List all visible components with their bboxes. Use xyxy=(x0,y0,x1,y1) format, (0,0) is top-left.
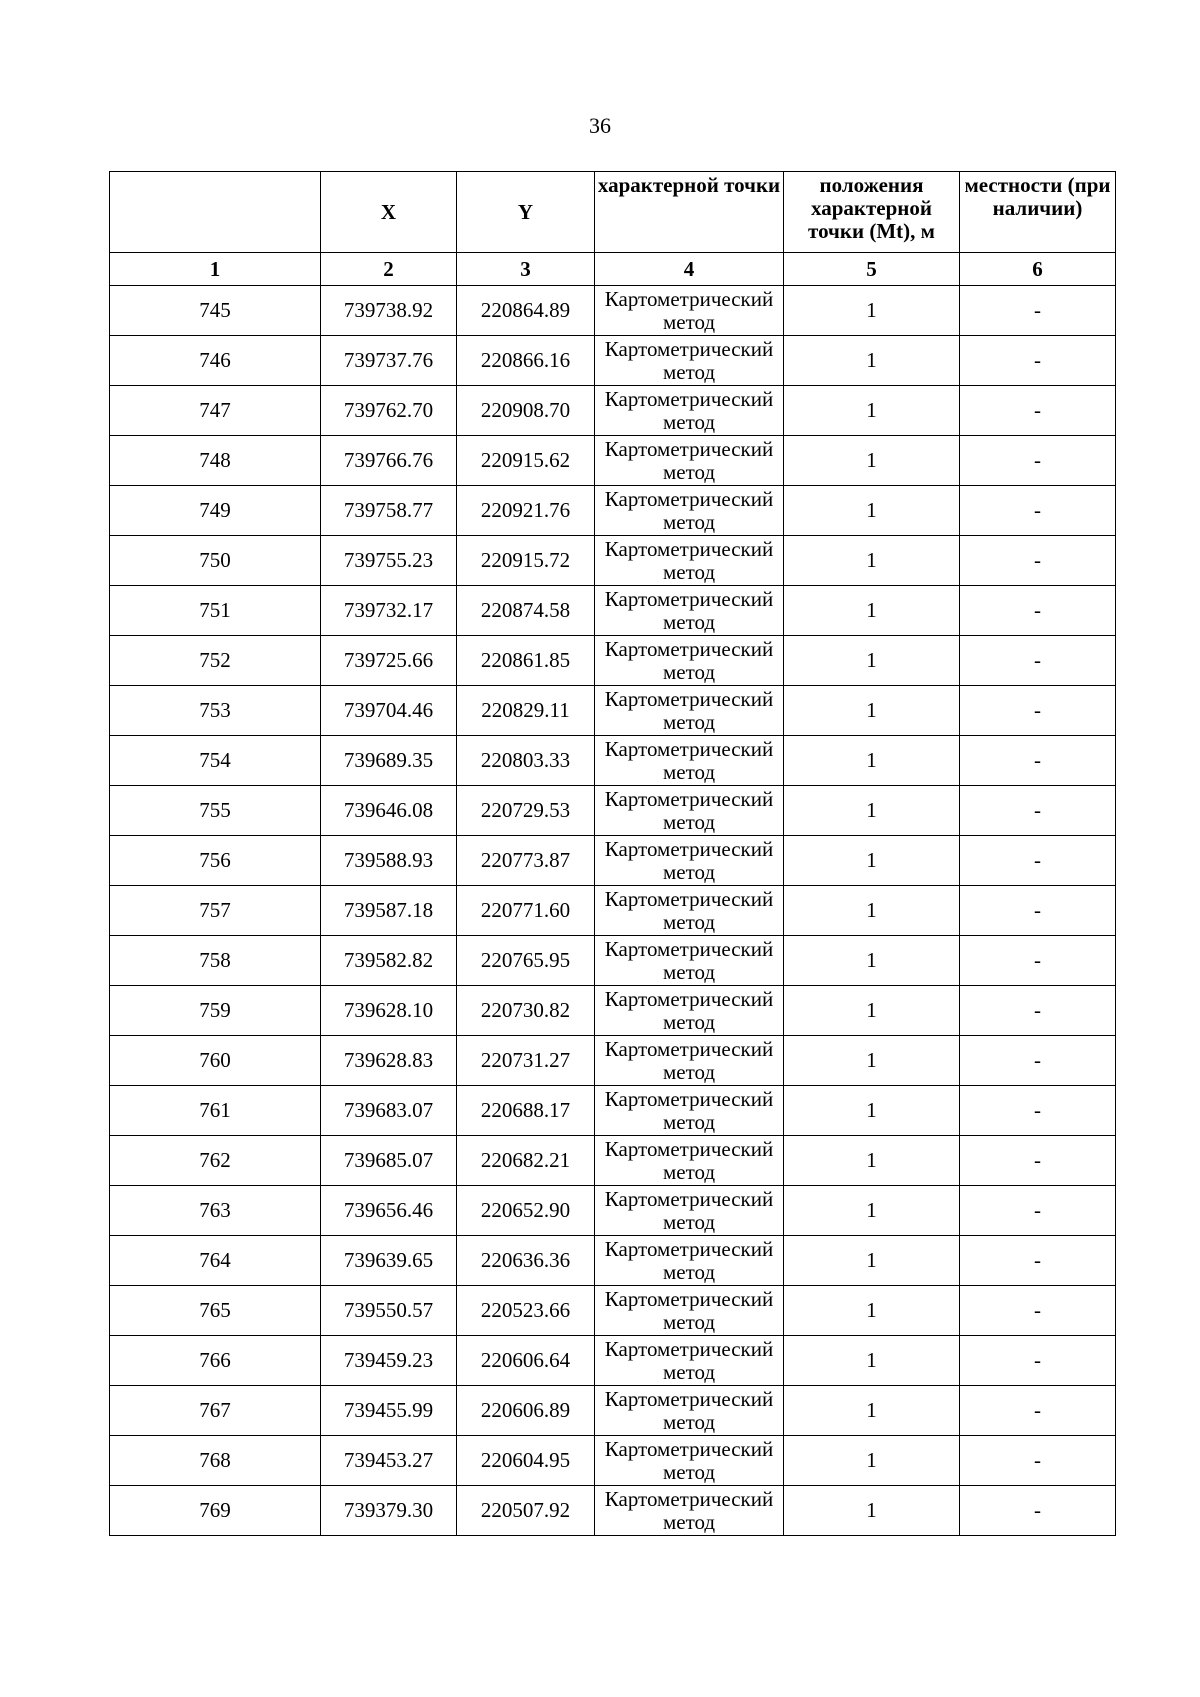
method-cell xyxy=(595,336,784,386)
header-method: характерной точки xyxy=(595,172,784,253)
method-cell xyxy=(595,1436,784,1486)
x-coordinate-cell: 739550.57 xyxy=(321,1286,457,1336)
y-coordinate-cell: 220606.89 xyxy=(457,1386,595,1436)
method-line-1: Картометрический xyxy=(604,586,774,611)
description-cell: - xyxy=(960,1436,1116,1486)
method-line-1: Картометрический xyxy=(604,986,774,1011)
accuracy-cell: 1 xyxy=(784,436,960,486)
method-line-2: метод xyxy=(662,809,716,834)
point-number-cell: 748 xyxy=(110,436,321,486)
x-coordinate-cell: 739628.83 xyxy=(321,1036,457,1086)
method-cell xyxy=(595,1386,784,1436)
table-row xyxy=(110,1436,1116,1486)
method-line-1: Картометрический xyxy=(604,386,774,411)
y-coordinate-cell: 220915.62 xyxy=(457,436,595,486)
point-number-cell: 747 xyxy=(110,386,321,436)
method-cell xyxy=(595,1136,784,1186)
method-line-1: Картометрический xyxy=(604,936,774,961)
table-row xyxy=(110,286,1116,336)
x-coordinate-cell: 739459.23 xyxy=(321,1336,457,1386)
table-body xyxy=(110,286,1116,1536)
method-line-1: Картометрический xyxy=(604,536,774,561)
point-number-cell: 745 xyxy=(110,286,321,336)
method-line-2: метод xyxy=(662,1109,716,1134)
x-coordinate-cell: 739758.77 xyxy=(321,486,457,536)
point-number-cell: 758 xyxy=(110,936,321,986)
method-line-1: Картометрический xyxy=(604,1136,774,1161)
column-number: 2 xyxy=(321,253,457,286)
accuracy-cell: 1 xyxy=(784,636,960,686)
x-coordinate-cell: 739683.07 xyxy=(321,1086,457,1136)
table-header-row xyxy=(110,172,1116,253)
description-cell: - xyxy=(960,1386,1116,1436)
page-number: 36 xyxy=(589,113,611,138)
column-number: 4 xyxy=(595,253,784,286)
column-number: 6 xyxy=(960,253,1116,286)
y-coordinate-cell: 220829.11 xyxy=(457,686,595,736)
method-cell xyxy=(595,586,784,636)
x-coordinate-cell: 739685.07 xyxy=(321,1136,457,1186)
method-line-1: Картометрический xyxy=(604,886,774,911)
header-y: Y xyxy=(457,172,595,253)
y-coordinate-cell: 220861.85 xyxy=(457,636,595,686)
method-line-2: метод xyxy=(662,409,716,434)
accuracy-cell: 1 xyxy=(784,936,960,986)
accuracy-cell: 1 xyxy=(784,686,960,736)
table-row xyxy=(110,986,1116,1036)
table-row xyxy=(110,386,1116,436)
method-line-1: Картометрический xyxy=(604,1186,774,1211)
accuracy-cell: 1 xyxy=(784,286,960,336)
accuracy-cell: 1 xyxy=(784,536,960,586)
description-cell: - xyxy=(960,586,1116,636)
y-coordinate-cell: 220765.95 xyxy=(457,936,595,986)
y-coordinate-cell: 220908.70 xyxy=(457,386,595,436)
method-line-1: Картометрический xyxy=(604,1286,774,1311)
method-line-1: Картометрический xyxy=(604,1436,774,1461)
description-cell: - xyxy=(960,786,1116,836)
method-line-2: метод xyxy=(662,459,716,484)
x-coordinate-cell: 739766.76 xyxy=(321,436,457,486)
accuracy-cell: 1 xyxy=(784,836,960,886)
accuracy-cell: 1 xyxy=(784,1086,960,1136)
method-line-2: метод xyxy=(662,509,716,534)
method-line-1: Картометрический xyxy=(604,836,774,861)
method-line-2: метод xyxy=(662,309,716,334)
y-coordinate-cell: 220921.76 xyxy=(457,486,595,536)
table-row xyxy=(110,836,1116,886)
point-number-cell: 768 xyxy=(110,1436,321,1486)
method-cell xyxy=(595,1036,784,1086)
method-line-2: метод xyxy=(662,1009,716,1034)
method-cell xyxy=(595,1486,784,1536)
method-cell xyxy=(595,1186,784,1236)
x-coordinate-cell: 739453.27 xyxy=(321,1436,457,1486)
description-cell: - xyxy=(960,1136,1116,1186)
table-row xyxy=(110,736,1116,786)
accuracy-cell: 1 xyxy=(784,886,960,936)
method-line-1: Картометрический xyxy=(604,636,774,661)
description-cell: - xyxy=(960,286,1116,336)
method-cell xyxy=(595,636,784,686)
table-row xyxy=(110,636,1116,686)
point-number-cell: 756 xyxy=(110,836,321,886)
x-coordinate-cell: 739588.93 xyxy=(321,836,457,886)
method-line-2: метод xyxy=(662,1359,716,1384)
table-row xyxy=(110,786,1116,836)
table-row xyxy=(110,1186,1116,1236)
x-coordinate-cell: 739737.76 xyxy=(321,336,457,386)
y-coordinate-cell: 220652.90 xyxy=(457,1186,595,1236)
method-line-1: Картометрический xyxy=(604,1086,774,1111)
header-x: X xyxy=(321,172,457,253)
point-number-cell: 764 xyxy=(110,1236,321,1286)
table-row xyxy=(110,1486,1116,1536)
column-number: 1 xyxy=(110,253,321,286)
accuracy-cell: 1 xyxy=(784,1436,960,1486)
x-coordinate-cell: 739628.10 xyxy=(321,986,457,1036)
description-cell: - xyxy=(960,636,1116,686)
y-coordinate-cell: 220771.60 xyxy=(457,886,595,936)
method-line-2: метод xyxy=(662,1509,716,1534)
point-number-cell: 759 xyxy=(110,986,321,1036)
method-line-2: метод xyxy=(662,709,716,734)
table-row xyxy=(110,486,1116,536)
point-number-cell: 766 xyxy=(110,1336,321,1386)
accuracy-cell: 1 xyxy=(784,1386,960,1436)
y-coordinate-cell: 220729.53 xyxy=(457,786,595,836)
accuracy-cell: 1 xyxy=(784,336,960,386)
x-coordinate-cell: 739755.23 xyxy=(321,536,457,586)
method-line-2: метод xyxy=(662,609,716,634)
accuracy-cell: 1 xyxy=(784,736,960,786)
coordinates-table xyxy=(109,171,1116,1536)
point-number-cell: 752 xyxy=(110,636,321,686)
method-cell xyxy=(595,736,784,786)
table-row xyxy=(110,1236,1116,1286)
accuracy-cell: 1 xyxy=(784,1336,960,1386)
method-line-1: Картометрический xyxy=(604,486,774,511)
accuracy-cell: 1 xyxy=(784,1186,960,1236)
x-coordinate-cell: 739587.18 xyxy=(321,886,457,936)
table-row xyxy=(110,886,1116,936)
y-coordinate-cell: 220864.89 xyxy=(457,286,595,336)
description-cell: - xyxy=(960,1336,1116,1386)
method-line-1: Картометрический xyxy=(604,1336,774,1361)
y-coordinate-cell: 220606.64 xyxy=(457,1336,595,1386)
description-cell: - xyxy=(960,686,1116,736)
method-cell xyxy=(595,1086,784,1136)
table-row xyxy=(110,686,1116,736)
method-cell xyxy=(595,436,784,486)
description-cell: - xyxy=(960,1286,1116,1336)
method-cell xyxy=(595,886,784,936)
table-row xyxy=(110,336,1116,386)
table-row xyxy=(110,586,1116,636)
x-coordinate-cell: 739582.82 xyxy=(321,936,457,986)
method-line-2: метод xyxy=(662,1409,716,1434)
accuracy-cell: 1 xyxy=(784,1136,960,1186)
x-coordinate-cell: 739639.65 xyxy=(321,1236,457,1286)
accuracy-cell: 1 xyxy=(784,1036,960,1086)
description-cell: - xyxy=(960,836,1116,886)
table-row xyxy=(110,1286,1116,1336)
y-coordinate-cell: 220688.17 xyxy=(457,1086,595,1136)
y-coordinate-cell: 220636.36 xyxy=(457,1236,595,1286)
x-coordinate-cell: 739689.35 xyxy=(321,736,457,786)
description-cell: - xyxy=(960,886,1116,936)
method-line-2: метод xyxy=(662,959,716,984)
method-cell xyxy=(595,986,784,1036)
header-description: местности (при наличии) xyxy=(960,172,1116,253)
method-line-2: метод xyxy=(662,1309,716,1334)
method-line-2: метод xyxy=(662,759,716,784)
accuracy-cell: 1 xyxy=(784,1236,960,1286)
table-row xyxy=(110,1036,1116,1086)
method-line-1: Картометрический xyxy=(604,336,774,361)
y-coordinate-cell: 220915.72 xyxy=(457,536,595,586)
accuracy-cell: 1 xyxy=(784,986,960,1036)
accuracy-cell: 1 xyxy=(784,386,960,436)
point-number-cell: 754 xyxy=(110,736,321,786)
method-cell xyxy=(595,486,784,536)
y-coordinate-cell: 220507.92 xyxy=(457,1486,595,1536)
point-number-cell: 746 xyxy=(110,336,321,386)
y-coordinate-cell: 220730.82 xyxy=(457,986,595,1036)
x-coordinate-cell: 739725.66 xyxy=(321,636,457,686)
y-coordinate-cell: 220682.21 xyxy=(457,1136,595,1186)
method-cell xyxy=(595,536,784,586)
method-line-2: метод xyxy=(662,909,716,934)
method-cell xyxy=(595,1236,784,1286)
table-row xyxy=(110,536,1116,586)
description-cell: - xyxy=(960,486,1116,536)
point-number-cell: 767 xyxy=(110,1386,321,1436)
method-line-2: метод xyxy=(662,1459,716,1484)
x-coordinate-cell: 739646.08 xyxy=(321,786,457,836)
y-coordinate-cell: 220523.66 xyxy=(457,1286,595,1336)
method-cell xyxy=(595,836,784,886)
method-cell xyxy=(595,686,784,736)
method-cell xyxy=(595,286,784,336)
column-number: 3 xyxy=(457,253,595,286)
method-line-1: Картометрический xyxy=(604,686,774,711)
method-line-1: Картометрический xyxy=(604,786,774,811)
table-row xyxy=(110,936,1116,986)
method-line-2: метод xyxy=(662,1059,716,1084)
description-cell: - xyxy=(960,986,1116,1036)
point-number-cell: 750 xyxy=(110,536,321,586)
x-coordinate-cell: 739656.46 xyxy=(321,1186,457,1236)
column-number: 5 xyxy=(784,253,960,286)
accuracy-cell: 1 xyxy=(784,586,960,636)
point-number-cell: 763 xyxy=(110,1186,321,1236)
method-line-1: Картометрический xyxy=(604,736,774,761)
description-cell: - xyxy=(960,1086,1116,1136)
description-cell: - xyxy=(960,436,1116,486)
description-cell: - xyxy=(960,936,1116,986)
method-line-2: метод xyxy=(662,1209,716,1234)
method-cell xyxy=(595,1336,784,1386)
method-cell xyxy=(595,386,784,436)
table-row xyxy=(110,1136,1116,1186)
accuracy-cell: 1 xyxy=(784,1486,960,1536)
method-cell xyxy=(595,936,784,986)
method-line-1: Картометрический xyxy=(604,1036,774,1061)
x-coordinate-cell: 739455.99 xyxy=(321,1386,457,1436)
description-cell: - xyxy=(960,1236,1116,1286)
header-point-number xyxy=(110,172,321,253)
x-coordinate-cell: 739762.70 xyxy=(321,386,457,436)
y-coordinate-cell: 220731.27 xyxy=(457,1036,595,1086)
point-number-cell: 751 xyxy=(110,586,321,636)
method-line-2: метод xyxy=(662,1159,716,1184)
description-cell: - xyxy=(960,1186,1116,1236)
method-line-1: Картометрический xyxy=(604,436,774,461)
y-coordinate-cell: 220604.95 xyxy=(457,1436,595,1486)
y-coordinate-cell: 220773.87 xyxy=(457,836,595,886)
accuracy-cell: 1 xyxy=(784,786,960,836)
description-cell: - xyxy=(960,1486,1116,1536)
x-coordinate-cell: 739738.92 xyxy=(321,286,457,336)
description-cell: - xyxy=(960,1036,1116,1086)
x-coordinate-cell: 739379.30 xyxy=(321,1486,457,1536)
column-number-row xyxy=(110,253,1116,286)
description-cell: - xyxy=(960,536,1116,586)
accuracy-cell: 1 xyxy=(784,486,960,536)
method-line-2: метод xyxy=(662,559,716,584)
point-number-cell: 761 xyxy=(110,1086,321,1136)
table-row xyxy=(110,1386,1116,1436)
x-coordinate-cell: 739732.17 xyxy=(321,586,457,636)
point-number-cell: 757 xyxy=(110,886,321,936)
point-number-cell: 749 xyxy=(110,486,321,536)
method-line-1: Картометрический xyxy=(604,1386,774,1411)
method-cell xyxy=(595,786,784,836)
method-line-2: метод xyxy=(662,659,716,684)
method-cell xyxy=(595,1286,784,1336)
point-number-cell: 755 xyxy=(110,786,321,836)
y-coordinate-cell: 220874.58 xyxy=(457,586,595,636)
method-line-2: метод xyxy=(662,859,716,884)
x-coordinate-cell: 739704.46 xyxy=(321,686,457,736)
description-cell: - xyxy=(960,386,1116,436)
point-number-cell: 762 xyxy=(110,1136,321,1186)
point-number-cell: 765 xyxy=(110,1286,321,1336)
point-number-cell: 769 xyxy=(110,1486,321,1536)
description-cell: - xyxy=(960,736,1116,786)
description-cell: - xyxy=(960,336,1116,386)
accuracy-cell: 1 xyxy=(784,1286,960,1336)
method-line-1: Картометрический xyxy=(604,1486,774,1511)
header-accuracy: положения характерной точки (Mt), м xyxy=(784,172,960,253)
method-line-1: Картометрический xyxy=(604,1236,774,1261)
point-number-cell: 760 xyxy=(110,1036,321,1086)
method-line-2: метод xyxy=(662,359,716,384)
method-line-1: Картометрический xyxy=(604,286,774,311)
point-number-cell: 753 xyxy=(110,686,321,736)
y-coordinate-cell: 220866.16 xyxy=(457,336,595,386)
table-row xyxy=(110,1086,1116,1136)
method-line-2: метод xyxy=(662,1259,716,1284)
table-row xyxy=(110,1336,1116,1386)
y-coordinate-cell: 220803.33 xyxy=(457,736,595,786)
table-row xyxy=(110,436,1116,486)
